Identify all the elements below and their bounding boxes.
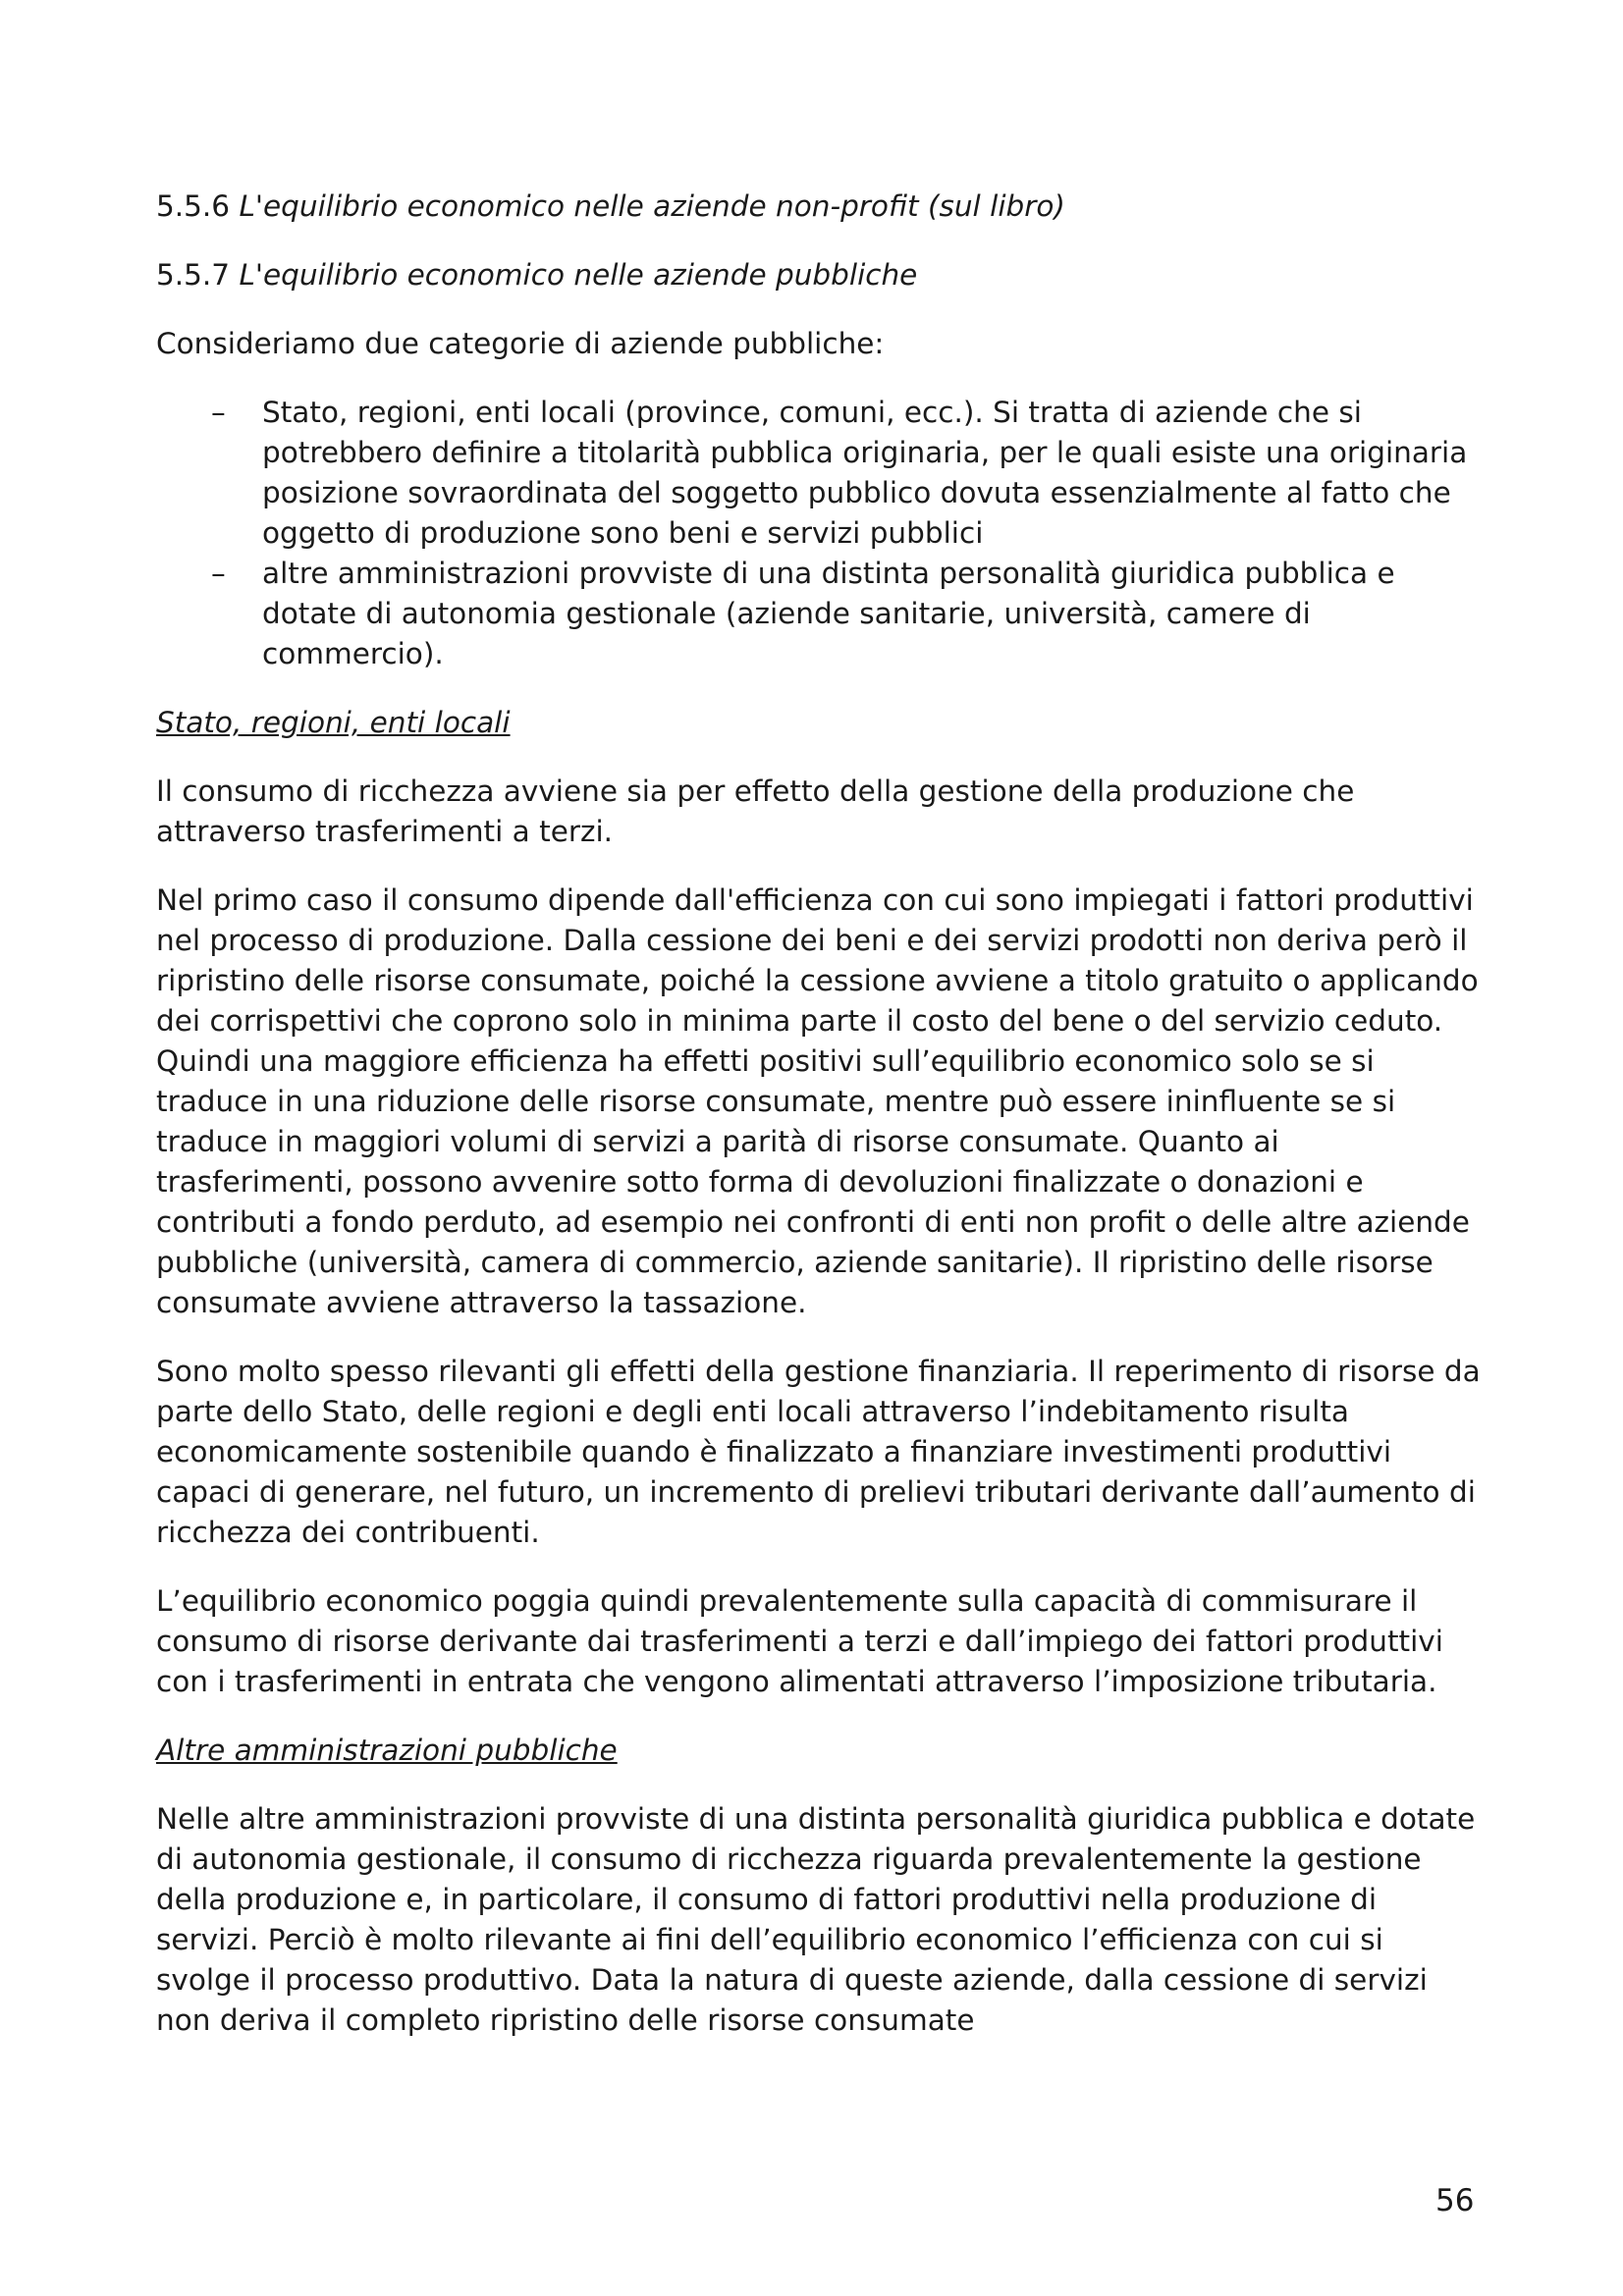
paragraph: Nelle altre amministrazioni provviste di una distinta personalità giuridica pubblica e dotate di autonomia gestionale, il consumo di ricchezza riguarda prevalentemente la gestione della produzione e, in particolare, il consumo di fattori produttivi nella produzione di servizi. Perciò è molto rilevante ai fini dell’equilibrio economico l’efficienza con cui si svolge il processo produttivo. Data la natura di queste aziende, dalla cessione di servizi non deriva il completo ripristino delle risorse consumate [156,1802,1476,2037]
document-page [156,187,1482,2069]
section-heading-5-5-7 [156,255,1482,295]
paragraph: Nel primo caso il consumo dipende dall'efficienza con cui sono impiegati i fattori produttivi nel processo di produzione. Dalla cessione dei beni e dei servizi prodotti non deriva però il ripristino delle risorse consumate, poiché la cessione avviene a titolo gratuito o applicando dei corrispettivi che coprono solo in minima parte il costo del bene o del servizio ceduto. Quindi una maggiore efficienza ha effetti positivi sull’equilibrio economico solo se si traduce in una riduzione delle risorse consumate, mentre può essere ininfluente se si traduce in maggiori volumi di servizi a parità di risorse consumate. Quanto ai trasferimenti, possono avvenire sotto forma di devoluzioni finalizzate o donazioni e contributi a fondo perduto, ad esempio nei confronti di enti non profit o delle altre aziende pubbliche (università, camera di commercio, aziende sanitarie). Il ripristino delle risorse consumate avviene attraverso la tassazione. [156,883,1479,1319]
paragraph: Sono molto spesso rilevanti gli effetti della gestione finanziaria. Il reperimento di risorse da parte dello Stato, delle regioni e degli enti locali attraverso l’indebitamento risulta economicamente sostenibile quando è finalizzato a finanziare investimenti produttivi capaci di generare, nel futuro, un incremento di prelievi tributari derivante dall’aumento di ricchezza dei contribuenti. [156,1355,1481,1549]
list-item [156,554,1482,674]
heading-title: L'equilibrio economico nelle aziende pubbliche [239,258,918,292]
subheading-altre-amministrazioni: Altre amministrazioni pubbliche [156,1734,618,1767]
heading-number: 5.5.7 [156,258,231,292]
dash-bullet-icon: – [211,396,226,429]
paragraph: L’equilibrio economico poggia quindi prevalentemente sulla capacità di commisurare il consumo di risorse derivante dai trasferimenti a terzi e dall’impiego dei fattori produttivi con i trasferimenti in entrata che vengono alimentati attraverso l’imposizione tributaria. [156,1584,1443,1698]
categories-list [156,393,1482,674]
page-number: 56 [1435,2183,1475,2218]
heading-title: L'equilibrio economico nelle aziende non-profit (sul libro) [239,189,1065,223]
list-item-text: Stato, regioni, enti locali (province, comuni, ecc.). Si tratta di aziende che si potrebbero definire a titolarità pubblica originaria, per le quali esiste una originaria posizione sovraordinata del soggetto pubblico dovuta essenzialmente al fatto che oggetto di produzione sono beni e servizi pubblici [262,396,1468,550]
subheading-stato-regioni: Stato, regioni, enti locali [156,706,511,739]
list-item [156,393,1482,554]
section-heading-5-5-6 [156,187,1482,227]
paragraph: Il consumo di ricchezza avviene sia per effetto della gestione della produzione che attraverso trasferimenti a terzi. [156,774,1355,848]
list-item-text: altre amministrazioni provviste di una distinta personalità giuridica pubblica e dotate di autonomia gestionale (aziende sanitarie, università, camere di commercio). [262,557,1395,670]
heading-number: 5.5.6 [156,189,231,223]
intro-paragraph: Consideriamo due categorie di aziende pubbliche: [156,327,885,360]
dash-bullet-icon: – [211,557,226,590]
